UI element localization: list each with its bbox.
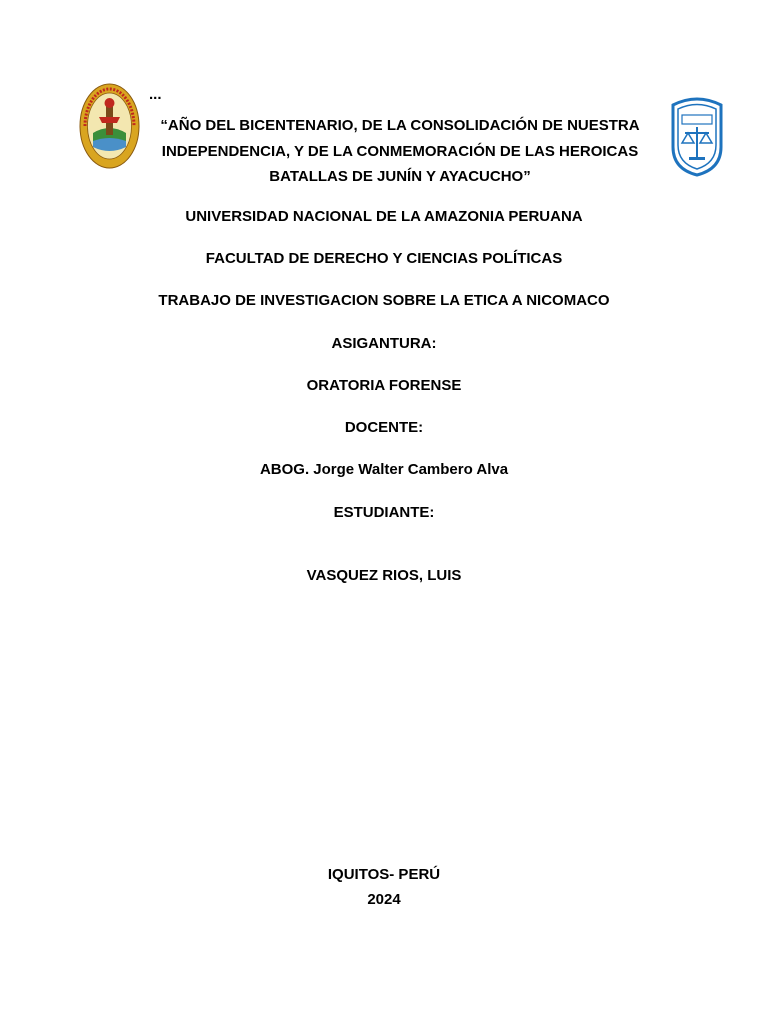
header-ellipsis: ... [149,86,162,103]
teacher-label: DOCENTE: [344,419,424,436]
faculty-name: FACULTAD DE DERECHO Y CIENCIAS POLÍTICAS [205,250,563,267]
year-motto: “AÑO DEL BICENTENARIO, DE LA CONSOLIDACIÓN DE NUESTRA INDEPENDENCIA, Y DE LA CONMEMORACIÓN DE LAS HEROICAS BATALLAS DE JUNÍN Y AYACUCHO” [160,117,640,185]
student-name: VASQUEZ RIOS, LUIS [306,567,462,584]
teacher-name: ABOG. Jorge Walter Cambero Alva [259,461,509,478]
year: 2024 [367,891,401,908]
subject-label: ASIGANTURA: [331,335,437,352]
work-title: TRABAJO DE INVESTIGACION SOBRE LA ETICA A NICOMACO [158,292,610,309]
subject-value: ORATORIA FORENSE [306,377,462,394]
law-faculty-logo [669,95,725,177]
university-seal-logo [79,83,140,169]
place: IQUITOS- PERÚ [327,866,441,883]
student-label: ESTUDIANTE: [333,504,435,521]
university-name: UNIVERSIDAD NACIONAL DE LA AMAZONIA PERUANA [185,208,583,225]
